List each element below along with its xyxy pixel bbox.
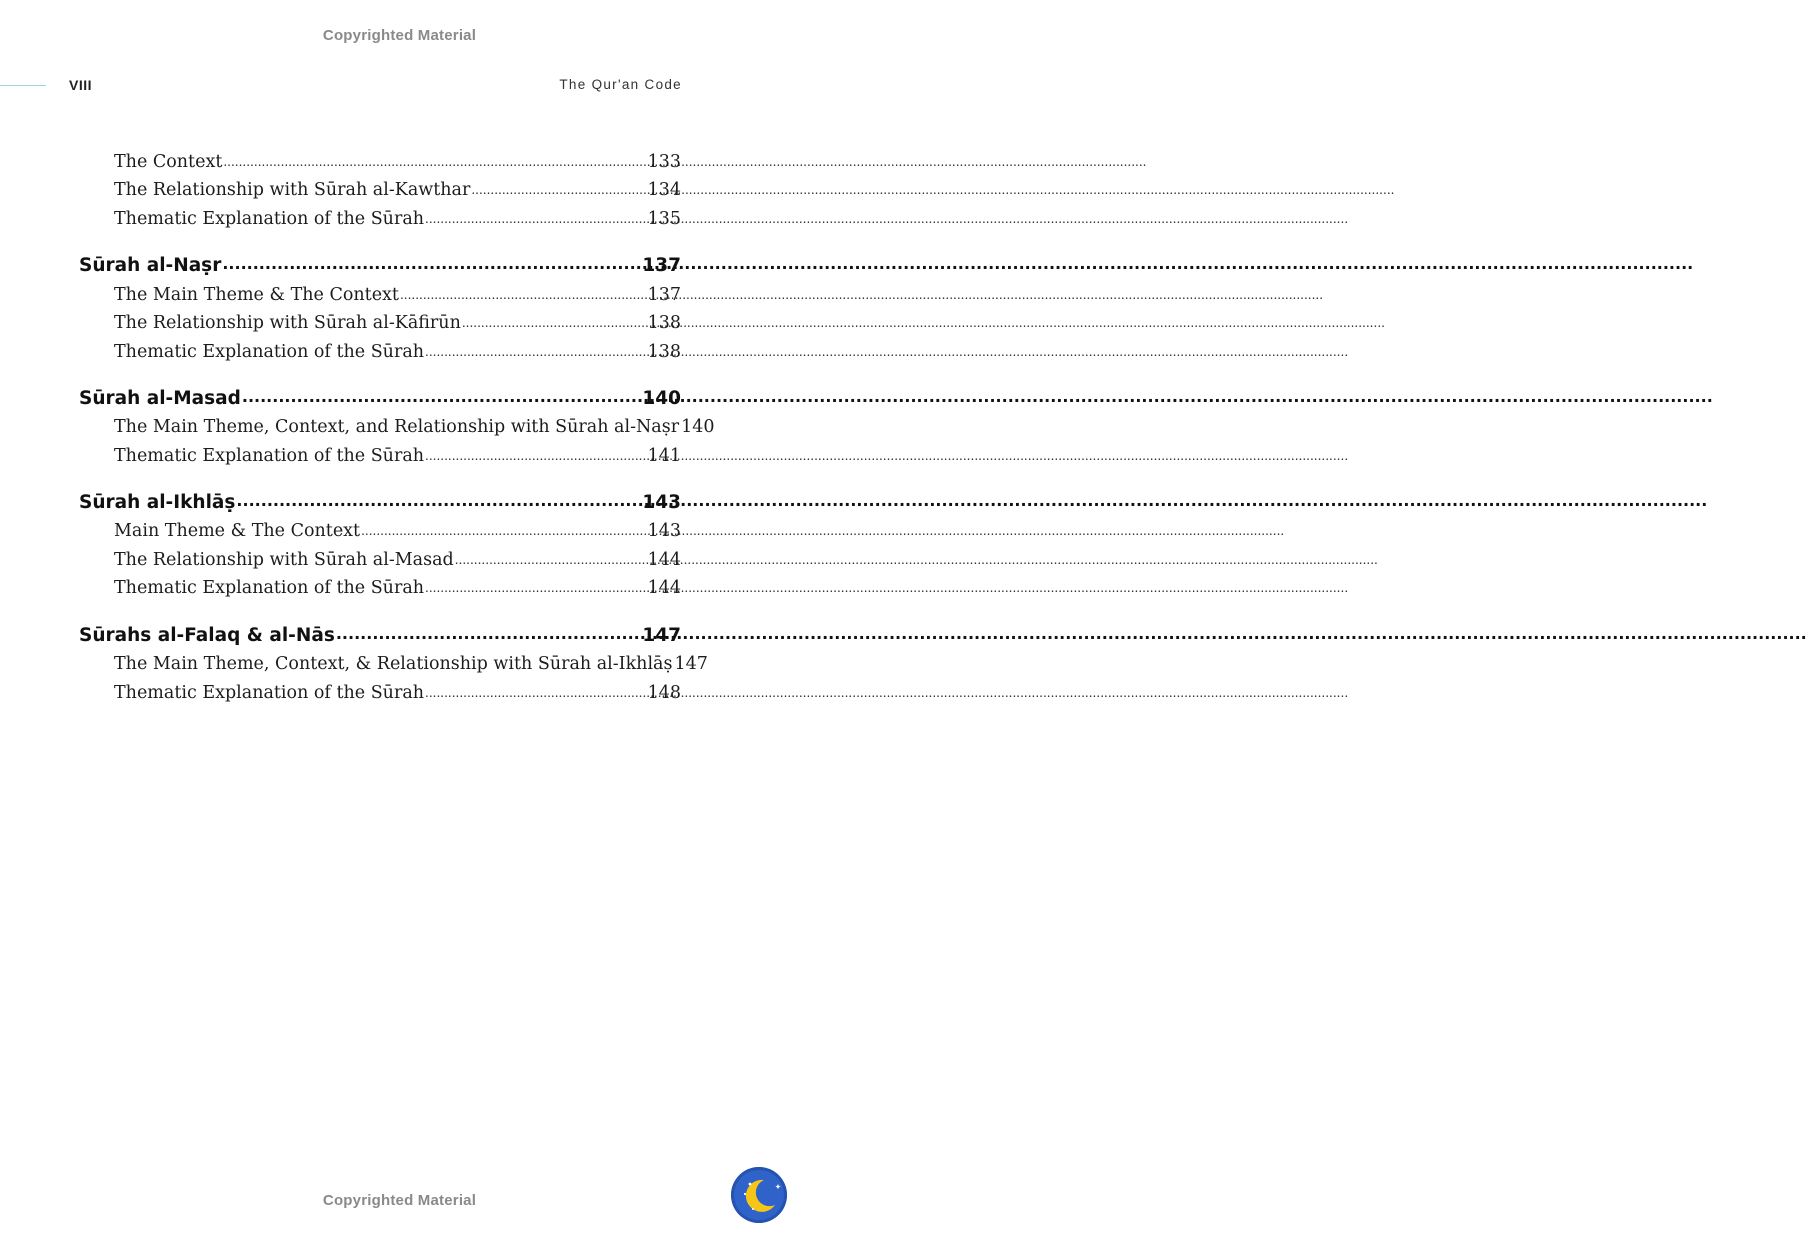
toc-entry-title: The Main Theme, Context, and Relationship with Sūrah al-Naṣr bbox=[114, 416, 680, 437]
toc-leader-dots bbox=[361, 518, 647, 536]
toc-chapter-surahs-al-falaq-al-nas bbox=[79, 622, 681, 646]
page-number: VIII bbox=[69, 77, 93, 93]
toc-entry-page: 147 bbox=[674, 653, 708, 674]
toc-entry-thematic-explanation bbox=[114, 443, 681, 466]
toc-entry-thematic-explanation bbox=[114, 575, 681, 598]
toc-entry-title: Thematic Explanation of the Sūrah bbox=[114, 445, 425, 466]
toc-chapter-page: 137 bbox=[642, 254, 681, 276]
toc-entry-title: The Relationship with Sūrah al-Kawthar bbox=[114, 179, 471, 200]
toc-leader-dots bbox=[425, 443, 647, 461]
toc-entry-page: 137 bbox=[647, 284, 681, 305]
toc-entry-title: Thematic Explanation of the Sūrah bbox=[114, 341, 425, 362]
toc-entry-page: 138 bbox=[647, 341, 681, 362]
toc-leader-dots bbox=[455, 547, 647, 565]
toc-chapter-page: 143 bbox=[642, 491, 681, 513]
night-mode-button[interactable] bbox=[731, 1167, 787, 1223]
toc-leader-dots bbox=[400, 282, 647, 300]
toc-chapter-surah-al-ikhlas bbox=[79, 489, 681, 513]
toc-leader-dots bbox=[223, 149, 646, 167]
toc-chapter-surah-al-nasr bbox=[79, 252, 681, 276]
toc-entry-page: 144 bbox=[647, 549, 681, 570]
toc-entry-title: The Relationship with Sūrah al-Kāfirūn bbox=[114, 312, 461, 333]
toc-chapter-title: Sūrah al-Ikhlāṣ bbox=[79, 491, 236, 513]
toc-entry-title: Main Theme & The Context bbox=[114, 520, 361, 541]
toc-chapter-page: 147 bbox=[642, 624, 681, 646]
toc-chapter-page: 140 bbox=[642, 387, 681, 409]
toc-entry-page: 141 bbox=[647, 445, 681, 466]
toc-leader-dots bbox=[336, 622, 642, 641]
toc-entry-thematic-explanation bbox=[114, 680, 681, 703]
toc-entry-page: 140 bbox=[681, 416, 715, 437]
toc-entry-the-context bbox=[114, 149, 681, 172]
toc-entry-page: 144 bbox=[647, 577, 681, 598]
toc-leader-dots bbox=[236, 489, 641, 508]
toc-entry-title: Thematic Explanation of the Sūrah bbox=[114, 208, 425, 229]
toc-entry-title: Thematic Explanation of the Sūrah bbox=[114, 682, 425, 703]
toc-entry-relationship-kawthar bbox=[114, 177, 681, 200]
toc-entry-main-theme-relationship-ikhlas bbox=[114, 651, 708, 674]
toc-entry-main-theme-context bbox=[114, 282, 681, 305]
toc-entry-page: 138 bbox=[647, 312, 681, 333]
toc-entry-page: 134 bbox=[647, 179, 681, 200]
toc-leader-dots bbox=[462, 310, 647, 328]
toc-leader-dots bbox=[242, 385, 642, 404]
toc-entry-page: 143 bbox=[647, 520, 681, 541]
toc-chapter-title: Sūrah al-Naṣr bbox=[79, 254, 222, 276]
toc-entry-main-theme-context bbox=[114, 518, 681, 541]
toc-entry-page: 135 bbox=[647, 208, 681, 229]
moon-stars-icon bbox=[731, 1167, 787, 1223]
toc-entry-title: Thematic Explanation of the Sūrah bbox=[114, 577, 425, 598]
toc-entry-relationship-kafirun bbox=[114, 310, 681, 333]
toc-entry-page: 133 bbox=[647, 151, 681, 172]
toc-entry-thematic-explanation bbox=[114, 206, 681, 229]
toc-leader-dots bbox=[425, 575, 647, 593]
toc-chapter-surah-al-masad bbox=[79, 385, 681, 409]
toc-entry-page: 148 bbox=[647, 682, 681, 703]
toc-leader-dots bbox=[425, 680, 647, 698]
toc-entry-title: The Context bbox=[114, 151, 223, 172]
toc-entry-title: The Main Theme, Context, & Relationship with Sūrah al-Ikhlāṣ bbox=[114, 653, 673, 674]
toc-leader-dots bbox=[471, 177, 646, 195]
toc-entry-title: The Main Theme & The Context bbox=[114, 284, 399, 305]
toc-chapter-title: Sūrahs al-Falaq & al-Nās bbox=[79, 624, 335, 646]
toc-entry-thematic-explanation bbox=[114, 339, 681, 362]
toc-entry-relationship-masad bbox=[114, 547, 681, 570]
toc-leader-dots bbox=[425, 206, 647, 224]
toc-entry-main-theme-relationship-nasr bbox=[114, 414, 715, 437]
toc-leader-dots bbox=[425, 339, 647, 357]
watermark-top: Copyrighted Material bbox=[322, 27, 477, 44]
watermark-bottom: Copyrighted Material bbox=[322, 1192, 477, 1209]
toc-leader-dots bbox=[222, 252, 641, 271]
toc-entry-title: The Relationship with Sūrah al-Masad bbox=[114, 549, 454, 570]
toc-chapter-title: Sūrah al-Masad bbox=[79, 387, 241, 409]
header-rule bbox=[0, 85, 46, 86]
running-head: The Qur'an Code bbox=[559, 77, 682, 92]
